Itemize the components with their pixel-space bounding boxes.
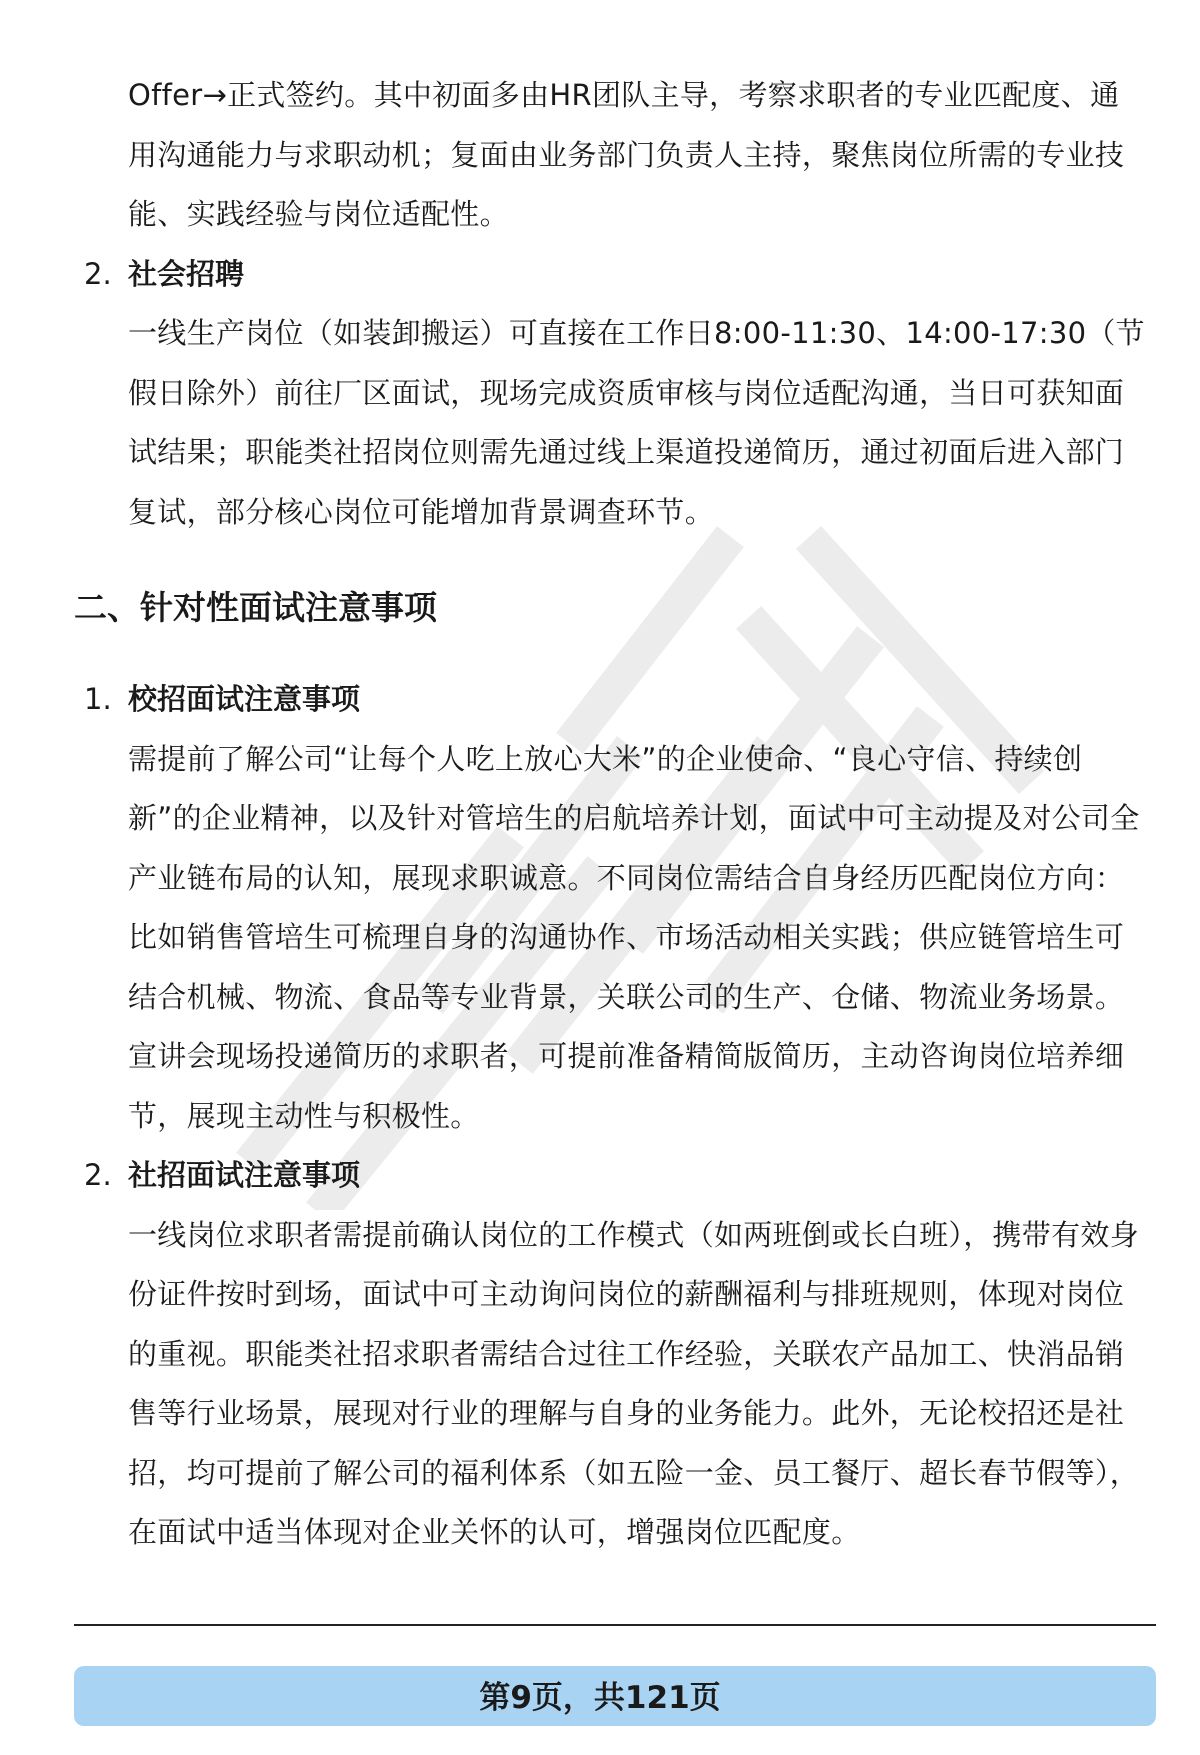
list-item-heading: [84, 1146, 1148, 1206]
list-item-title: 校招面试注意事项: [128, 682, 361, 716]
list-item-title: 社会招聘: [128, 256, 245, 291]
list-item-number: 2.: [84, 256, 112, 291]
list-item-title: 社招面试注意事项: [128, 1158, 361, 1192]
list-item-number: 1.: [84, 682, 112, 716]
list-item-body: 一线生产岗位（如装卸搬运）可直接在工作日8:00-11:30、14:00-17:30（节假日除外）前往厂区面试，现场完成资质审核与岗位适配沟通，当日可获知面试结果；职能类社招岗位则需先通过线上渠道投递简历，通过初面后进入部门复试，部分核心岗位可能增加背景调查环节。: [128, 316, 1145, 529]
section-title: 二、针对性面试注意事项: [74, 588, 437, 627]
page-number: 第9页，共121页: [479, 1680, 721, 1716]
list-item-heading: [84, 670, 1148, 730]
list-item-body: 一线岗位求职者需提前确认岗位的工作模式（如两班倒或长白班），携带有效身份证件按时到场，面试中可主动询问岗位的薪酬福利与排班规则，体现对岗位的重视。职能类社招求职者需结合过往工作经验，关联农产品加工、快消品销售等行业场景，展现对行业的理解与自身的业务能力。此外，无论校招还是社招，均可提前了解公司的福利体系（如五险一金、员工餐厅、超长春节假等），在面试中适当体现对企业关怀的认可，增强岗位匹配度。: [128, 1217, 1140, 1549]
list-item-heading: [84, 245, 1148, 305]
document-body: [0, 66, 1200, 1563]
intro-paragraph: Offer→正式签约。其中初面多由HR团队主导，考察求职者的专业匹配度、通用沟通能力与求职动机；复面由业务部门负责人主持，聚焦岗位所需的专业技能、实践经验与岗位适配性。: [128, 78, 1125, 231]
footer-divider: [74, 1624, 1156, 1626]
list-item-number: 2.: [84, 1158, 112, 1192]
list-item-body: 需提前了解公司“让每个人吃上放心大米”的企业使命、“良心守信、持续创新”的企业精神，以及针对管培生的启航培养计划，面试中可主动提及对公司全产业链布局的认知，展现求职诚意。不同岗位需结合自身经历匹配岗位方向：比如销售管培生可梳理自身的沟通协作、市场活动相关实践；供应链管培生可结合机械、物流、食品等专业背景，关联公司的生产、仓储、物流业务场景。宣讲会现场投递简历的求职者，可提前准备精简版简历，主动咨询岗位培养细节，展现主动性与积极性。: [128, 741, 1140, 1133]
